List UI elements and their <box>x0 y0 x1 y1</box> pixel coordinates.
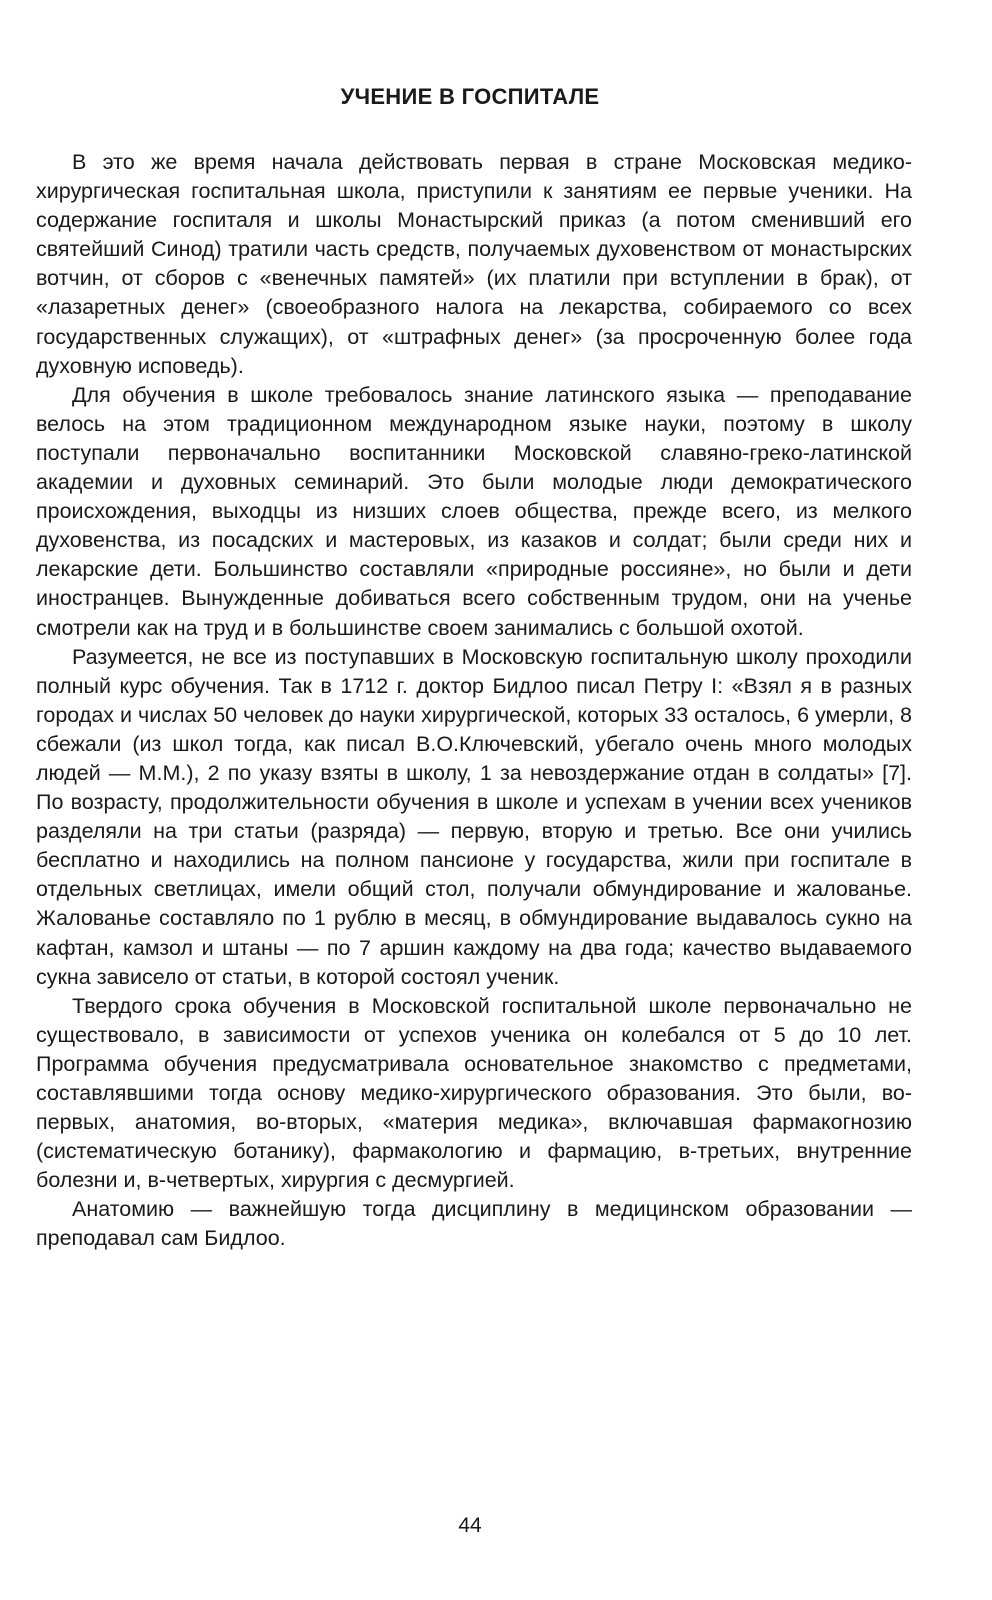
paragraph-4: Твердого срока обучения в Московской госпитальной школе первоначально не существовало, в зависимости от успехов ученика он колебался от 5 до 10 лет. Программа обучения предусматривала основательное знакомство с предметами, составлявшими тогда основу медико-хирургического образования. Это были, во-первых, анатомия, во-вторых, «материя медика», включавшая фармакогнозию (систематическую ботанику), фармакологию и фармацию, в-третьих, внутренние болезни и, в-четвертых, хирургия с десмургией. <box>36 993 912 1193</box>
paragraph-1: В это же время начала действовать первая в стране Московская медико-хирургическая госпитальная школа, приступили к занятиям ее первые ученики. На содержание госпиталя и школы Монастырский приказ (а потом сменивший его святейший Синод) тратили часть средств, получаемых духовенством от монастырских вотчин, от сборов с «венечных памятей» (их платили при вступлении в брак), от «лазаретных денег» (своеобразного налога на лекарства, собираемого со всех государственных служащих), от «штрафных денег» (за просроченную более года духовную исповедь). <box>36 150 912 378</box>
body-text <box>36 148 912 1254</box>
page-number: 44 <box>458 1514 482 1537</box>
paragraph-3: Разумеется, не все из поступавших в Московскую госпитальную школу проходили полный курс обучения. Так в 1712 г. доктор Бидлоо писал Петру I: «Взял я в разных городах и числах 50 человек до науки хирургической, которых 33 осталось, 6 умерли, 8 сбежали (из школ тогда, как писал В.О.Ключевский, убегало очень много молодых людей — М.М.), 2 по указу взяты в школу, 1 за невоздержание отдан в солдаты» [7]. По возрасту, продолжительности обучения в школе и успехам в учении всех учеников разделяли на три статьи (разряда) — первую, вторую и третью. Все они учились бесплатно и находились на полном пансионе у государства, жили при госпитале в отдельных светлицах, имели общий стол, получали обмундирование и жалованье. Жалованье составляло по 1 рублю в месяц, в обмундирование выдавалось сукно на кафтан, камзол и штаны — по 7 аршин каждому на два года; качество выдаваемого сукна зависело от статьи, в которой состоял ученик. <box>36 644 912 989</box>
paragraph-2: Для обучения в школе требовалось знание латинского языка — преподавание велось на этом традиционном международном языке науки, поэтому в школу поступали первоначально воспитанники Московской славяно-греко-латинской академии и духовных семинарий. Это были молодые люди демократического происхождения, выходцы из низших слоев общества, прежде всего, из мелкого духовенства, из посадских и мастеровых, из казаков и солдат; были среди них и лекарские дети. Большинство составляли «природные россияне», но были и дети иностранцев. Вынужденные добиваться всего собственным трудом, они на ученье смотрели как на труд и в большинстве своем занимались с большой охотой. <box>36 382 912 640</box>
paragraph-5: Анатомию — важнейшую тогда дисциплину в медицинском образовании — преподавал сам Бидлоо. <box>36 1197 912 1251</box>
chapter-title: УЧЕНИЕ В ГОСПИТАЛЕ <box>340 84 600 109</box>
